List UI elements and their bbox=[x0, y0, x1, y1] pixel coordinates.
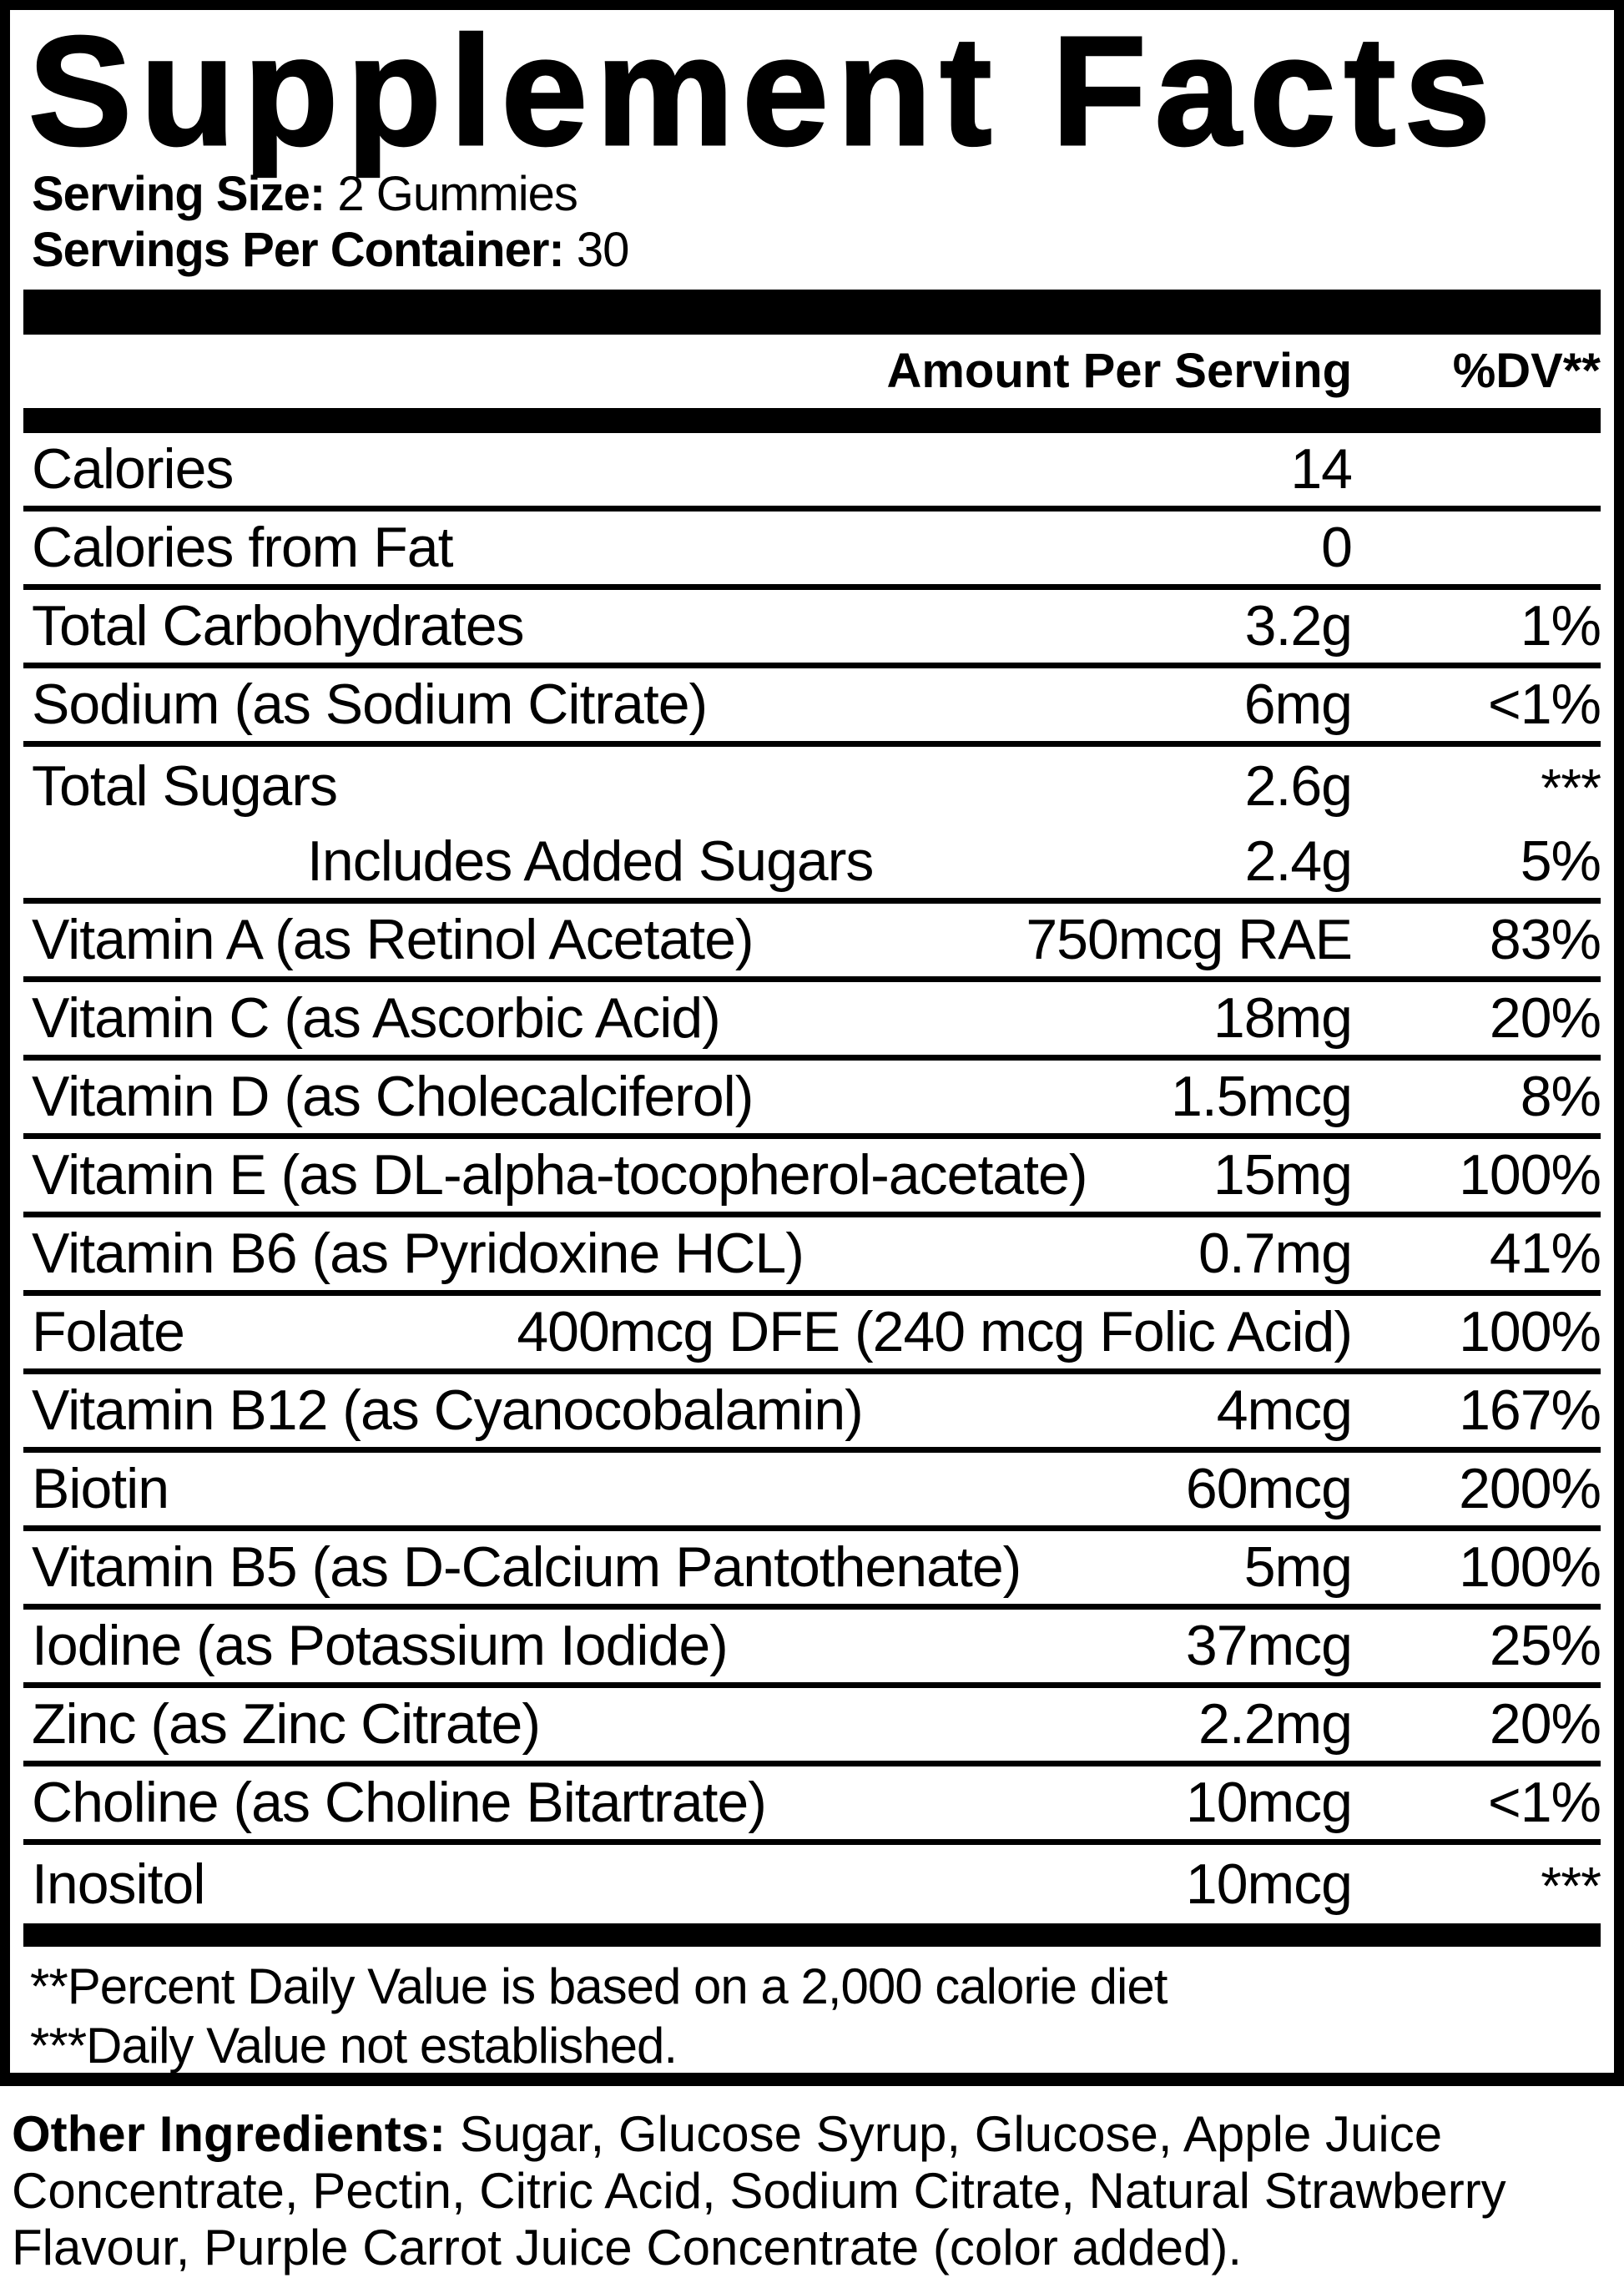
nutrient-dv: 5% bbox=[1520, 829, 1601, 894]
nutrient-dv: 1% bbox=[1520, 594, 1601, 658]
divider-bar-top bbox=[23, 290, 1601, 335]
nutrient-amount: 2.6g bbox=[1244, 754, 1352, 819]
nutrient-name: Vitamin B6 (as Pyridoxine HCL) bbox=[32, 1222, 804, 1286]
nutrient-amount: 750mcg RAE bbox=[1026, 908, 1352, 972]
nutrient-amount: 5mg bbox=[1243, 1535, 1352, 1600]
other-ingredients-label: Other Ingredients: bbox=[12, 2106, 446, 2162]
table-row bbox=[23, 1610, 1601, 1688]
nutrient-dv: <1% bbox=[1488, 673, 1601, 737]
nutrient-name: Calories from Fat bbox=[32, 516, 453, 580]
nutrient-name: Includes Added Sugars bbox=[307, 829, 874, 894]
table-row bbox=[23, 1766, 1601, 1845]
nutrient-amount: 400mcg DFE (240 mcg Folic Acid) bbox=[517, 1300, 1352, 1364]
nutrient-amount: 15mg bbox=[1213, 1143, 1352, 1207]
amount-per-serving-header: Amount Per Serving bbox=[886, 344, 1352, 399]
nutrient-amount: 4mcg bbox=[1216, 1378, 1352, 1443]
nutrient-amount: 6mg bbox=[1243, 673, 1352, 737]
nutrient-name: Vitamin E (as DL-alpha-tocopherol-acetate) bbox=[32, 1143, 1087, 1207]
table-row bbox=[23, 1531, 1601, 1610]
nutrient-amount: 0 bbox=[1321, 516, 1352, 580]
table-row bbox=[23, 1845, 1601, 1923]
servings-per-container-label: Servings Per Container: bbox=[32, 222, 564, 277]
panel-title: Supplement Facts bbox=[28, 5, 1499, 178]
nutrient-dv: 25% bbox=[1489, 1614, 1601, 1678]
serving-size-value: 2 Gummies bbox=[325, 166, 577, 221]
servings-per-container-value: 30 bbox=[563, 222, 629, 277]
nutrient-amount: 2.2mg bbox=[1198, 1692, 1352, 1756]
nutrient-name: Calories bbox=[32, 437, 234, 501]
nutrient-name: Choline (as Choline Bitartrate) bbox=[32, 1771, 766, 1835]
table-row bbox=[23, 1688, 1601, 1766]
table-row bbox=[23, 1374, 1601, 1453]
nutrient-amount: 37mcg bbox=[1185, 1614, 1352, 1678]
table-row bbox=[23, 1453, 1601, 1531]
nutrient-amount: 60mcg bbox=[1185, 1457, 1352, 1521]
nutrient-dv: 83% bbox=[1489, 908, 1601, 972]
nutrient-amount: 3.2g bbox=[1244, 594, 1352, 658]
table-row bbox=[23, 747, 1601, 825]
nutrient-amount: 14 bbox=[1290, 437, 1352, 501]
nutrient-dv: *** bbox=[1541, 758, 1601, 819]
nutrient-name: Biotin bbox=[32, 1457, 169, 1521]
percent-dv-header: %DV** bbox=[1452, 344, 1601, 399]
table-row bbox=[23, 982, 1601, 1061]
nutrient-name: Vitamin A (as Retinol Acetate) bbox=[32, 908, 754, 972]
nutrient-amount: 0.7mg bbox=[1198, 1222, 1352, 1286]
nutrient-name: Vitamin C (as Ascorbic Acid) bbox=[32, 986, 720, 1051]
nutrient-amount: 1.5mcg bbox=[1171, 1065, 1352, 1129]
nutrient-dv: *** bbox=[1541, 1856, 1601, 1917]
nutrient-dv: 200% bbox=[1459, 1457, 1601, 1521]
nutrient-dv: 100% bbox=[1459, 1535, 1601, 1600]
nutrient-name: Vitamin B5 (as D-Calcium Pantothenate) bbox=[32, 1535, 1021, 1600]
table-row bbox=[23, 1139, 1601, 1217]
nutrient-amount: 18mg bbox=[1213, 986, 1352, 1051]
nutrient-name: Folate bbox=[32, 1300, 184, 1364]
nutrient-dv: 20% bbox=[1489, 1692, 1601, 1756]
nutrient-name: Vitamin B12 (as Cyanocobalamin) bbox=[32, 1378, 863, 1443]
table-header-row bbox=[23, 335, 1601, 408]
nutrient-amount: 10mcg bbox=[1185, 1852, 1352, 1917]
nutrient-dv: 100% bbox=[1459, 1300, 1601, 1364]
table-row bbox=[23, 512, 1601, 590]
footnote-not-established: ***Daily Value not established. bbox=[30, 2018, 678, 2074]
table-row bbox=[23, 904, 1601, 982]
footnotes bbox=[30, 1957, 1601, 2075]
nutrient-amount: 10mcg bbox=[1185, 1771, 1352, 1835]
divider-bar-header bbox=[23, 408, 1601, 433]
nutrient-name: Inositol bbox=[32, 1852, 205, 1917]
table-row bbox=[23, 433, 1601, 512]
other-ingredients bbox=[0, 2106, 1624, 2276]
nutrient-amount: 2.4g bbox=[1244, 829, 1352, 894]
nutrient-name: Sodium (as Sodium Citrate) bbox=[32, 673, 708, 737]
divider-bar-footnote bbox=[23, 1923, 1601, 1947]
nutrient-name: Total Carbohydrates bbox=[32, 594, 524, 658]
nutrient-dv: 8% bbox=[1520, 1065, 1601, 1129]
footnote-daily-value: **Percent Daily Value is based on a 2,000 calorie diet bbox=[30, 1958, 1168, 2015]
nutrient-dv: 167% bbox=[1459, 1378, 1601, 1443]
table-row bbox=[23, 1296, 1601, 1374]
nutrient-name: Iodine (as Potassium Iodide) bbox=[32, 1614, 728, 1678]
table-row bbox=[23, 1061, 1601, 1139]
table-row bbox=[23, 668, 1601, 747]
serving-size-label: Serving Size: bbox=[32, 166, 325, 221]
table-row bbox=[23, 1217, 1601, 1296]
other-ingredients-text: Sugar, Glucose Syrup, Glucose, Apple Juice Concentrate, Pectin, Citric Acid, Sodium Citrate, Natural Strawberry Flavour, Purple Carrot Juice Concentrate (color added). bbox=[12, 2106, 1506, 2275]
table-row bbox=[23, 825, 1601, 904]
nutrient-dv: 41% bbox=[1489, 1222, 1601, 1286]
nutrient-name: Total Sugars bbox=[32, 754, 337, 819]
nutrient-table bbox=[23, 433, 1601, 1923]
nutrient-name: Zinc (as Zinc Citrate) bbox=[32, 1692, 540, 1756]
nutrient-dv: 100% bbox=[1459, 1143, 1601, 1207]
nutrient-name: Vitamin D (as Cholecalciferol) bbox=[32, 1065, 754, 1129]
nutrient-dv: 20% bbox=[1489, 986, 1601, 1051]
servings-per-container-line bbox=[32, 222, 1601, 278]
table-row bbox=[23, 590, 1601, 668]
nutrient-dv: <1% bbox=[1488, 1771, 1601, 1835]
